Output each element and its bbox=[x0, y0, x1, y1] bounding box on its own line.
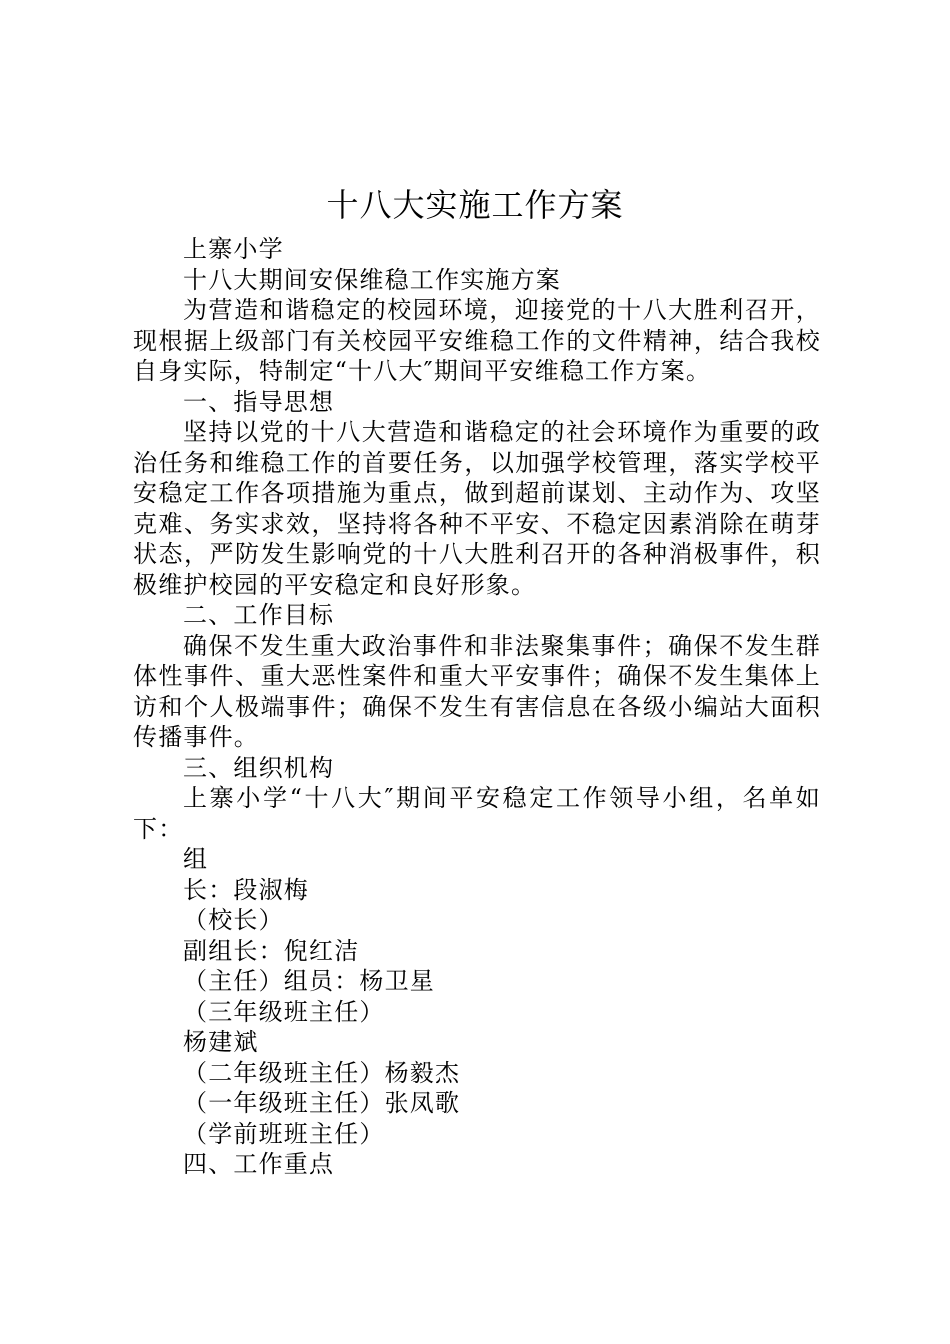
text-line: 三、组织机构 bbox=[183, 753, 335, 782]
text-line: 上寨小学“十八大″期间平安稳定工作领导小组，名单如 bbox=[183, 784, 821, 812]
document-title: 十八大实施工作方案 bbox=[326, 186, 624, 224]
text-line: 长：段淑梅 bbox=[183, 875, 309, 904]
text-line: 上寨小学 bbox=[183, 235, 284, 263]
text-line: 现根据上级部门有关校园平安维稳工作的文件精神，结合我校 bbox=[133, 326, 821, 355]
text-line: 组 bbox=[183, 845, 209, 873]
document-body bbox=[133, 234, 821, 1180]
text-line: 确保不发生重大政治事件和非法聚集事件；确保不发生群 bbox=[183, 631, 821, 660]
text-line: 一、指导思想 bbox=[183, 387, 335, 416]
text-line: 下： bbox=[133, 814, 184, 843]
text-line: 克难、务实求效，坚持将各种不平安、不稳定因素消除在萌芽 bbox=[133, 509, 821, 538]
text-line: 访和个人极端事件；确保不发生有害信息在各级小编站大面积 bbox=[133, 692, 821, 721]
text-line: （一年级班主任）张凤歌 bbox=[183, 1089, 461, 1117]
text-line: 副组长：倪红洁 bbox=[183, 936, 360, 965]
text-line: 状态，严防发生影响党的十八大胜利召开的各种消极事件，积 bbox=[133, 540, 821, 568]
text-line: 为营造和谐稳定的校园环境，迎接党的十八大胜利召开， bbox=[183, 296, 821, 324]
text-line: （三年级班主任） bbox=[183, 997, 385, 1026]
text-line: （校长） bbox=[183, 906, 284, 934]
text-line: （学前班班主任） bbox=[183, 1119, 385, 1148]
text-line: 安稳定工作各项措施为重点，做到超前谋划、主动作为、攻坚 bbox=[133, 479, 821, 507]
text-line: 二、工作目标 bbox=[183, 601, 335, 629]
text-line: 自身实际，特制定“十八大″期间平安维稳工作方案。 bbox=[133, 357, 712, 385]
text-line: 体性事件、重大恶性案件和重大平安事件；确保不发生集体上 bbox=[133, 662, 821, 690]
text-line: 四、工作重点 bbox=[183, 1150, 335, 1178]
text-line: 坚持以党的十八大营造和谐稳定的社会环境作为重要的政 bbox=[183, 418, 821, 446]
text-line: 治任务和维稳工作的首要任务，以加强学校管理，落实学校平 bbox=[133, 448, 821, 477]
text-line: （二年级班主任）杨毅杰 bbox=[183, 1058, 461, 1087]
text-line: 极维护校园的平安稳定和良好形象。 bbox=[133, 570, 537, 599]
text-line: 十八大期间安保维稳工作实施方案 bbox=[183, 265, 561, 294]
text-line: （主任）组员：杨卫星 bbox=[183, 967, 435, 995]
text-line: 杨建斌 bbox=[183, 1028, 259, 1056]
text-line: 传播事件。 bbox=[133, 723, 259, 751]
